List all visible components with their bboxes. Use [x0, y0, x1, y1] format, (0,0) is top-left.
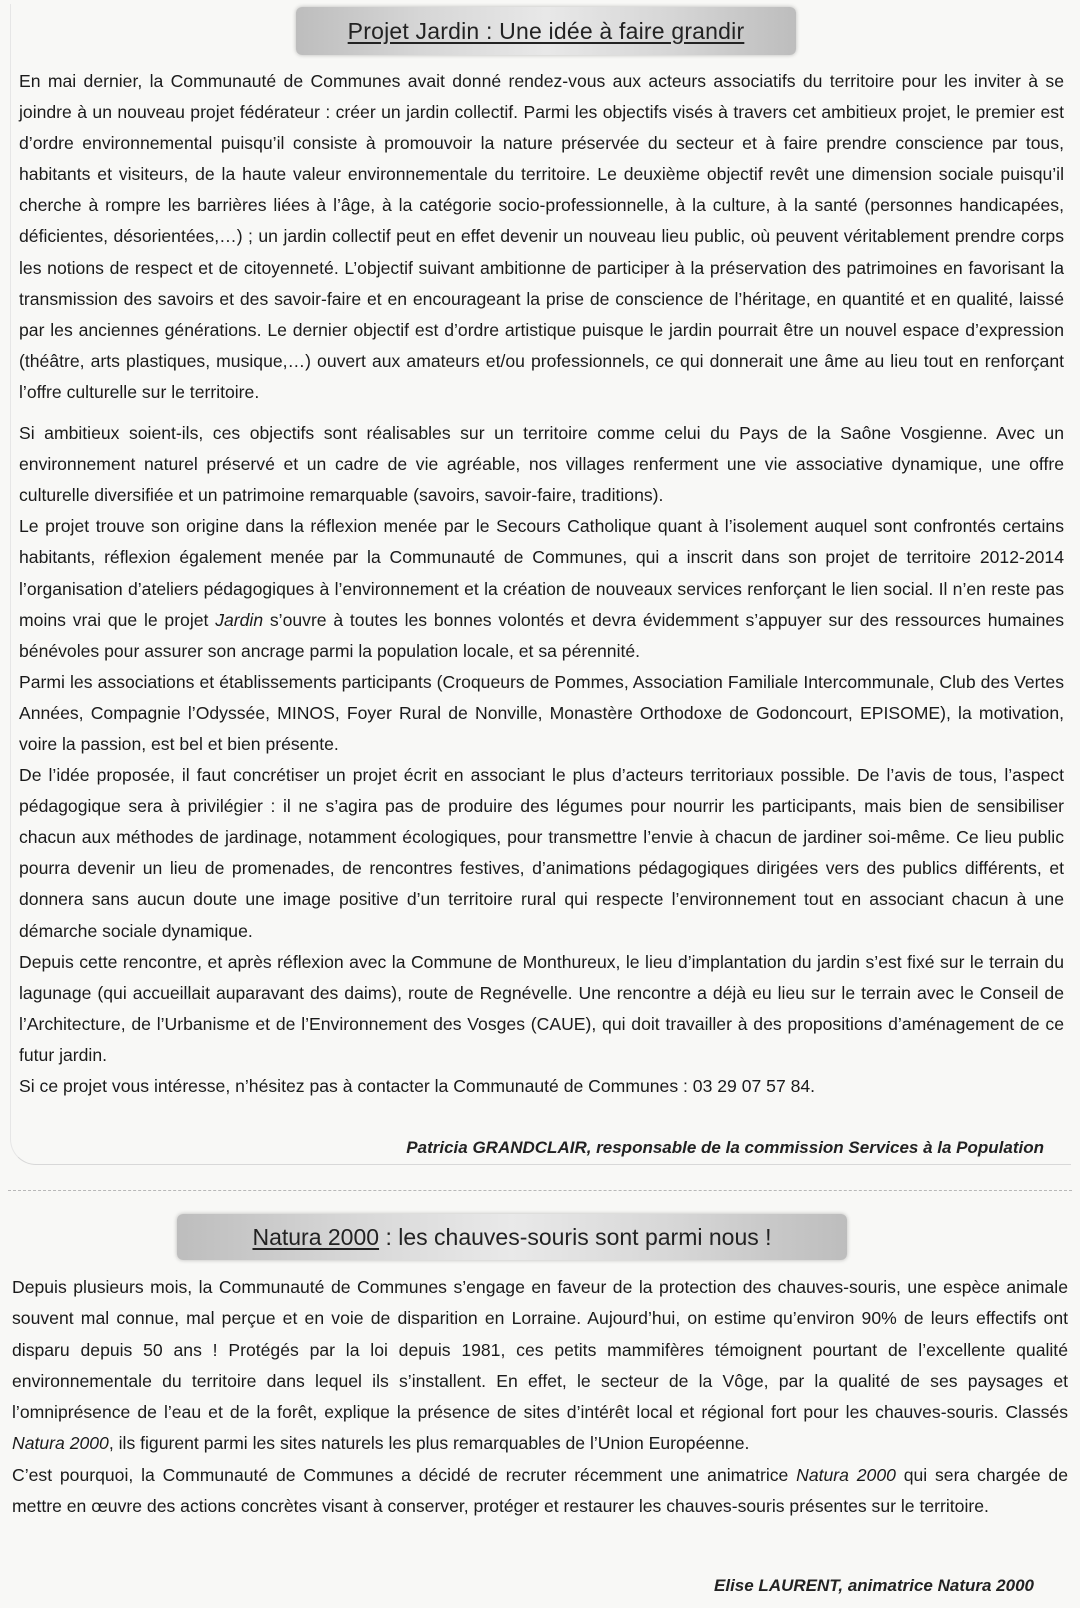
paragraph-text: s’ouvre à toutes les bonnes volontés et devra évidemment s’appuyer sur des ressources humaines bénévoles pour assurer son ancrage parmi la population locale, et sa pérennité.	[19, 609, 1064, 661]
paragraph-italic: Natura 2000	[796, 1464, 896, 1485]
article-natura-title-underlined: Natura 2000	[252, 1223, 380, 1250]
article-jardin-signature: Patricia GRANDCLAIR, responsable de la commission Services à la Population	[406, 1138, 1044, 1157]
article-jardin-title-box	[296, 7, 796, 55]
paragraph-italic: Natura 2000	[12, 1433, 109, 1454]
paragraph	[12, 1272, 1068, 1460]
paragraph: Si ce projet vous intéresse, n’hésitez pas à contacter la Communauté de Communes : 03 29 07 57 84.	[19, 1076, 816, 1096]
paragraph-text: qui sera chargée de mettre en œuvre des actions concrètes visant à conserver, protéger et restaurer les chauves-souris présentes sur le territoire.	[12, 1464, 1068, 1517]
paragraph-text: Le projet trouve son origine dans la réflexion menée par le Secours Catholique quant à l’isolement auquel sont confrontés certains habitants, réflexion également menée par la Communauté de Communes, qui a inscrit dans son projet de territoire 2012-2014 l’organisation d’ateliers pédagogiques à l’environnement et la création de nouveaux services renforçant le lien social. Il n’en reste pas moins vrai que le projet	[19, 516, 1064, 630]
paragraph-italic: Jardin	[215, 609, 264, 630]
article-natura-signature: Elise LAURENT, animatrice Natura 2000	[714, 1576, 1034, 1595]
article-jardin-title: Projet Jardin : Une idée à faire grandir	[347, 17, 745, 44]
paragraph-text: Depuis plusieurs mois, la Communauté de Communes s’engage en faveur de la protection des chauves-souris, une espèce animale souvent mal connue, mal perçue et en voie de disparition en Lorraine. Aujourd’hui, on estime qu’environ 90% de leurs effectifs ont disparu depuis 50 ans ! Protégés par la loi depuis 1981, ces petits mammifères témoignent pourtant de l’excellente qualité environnementale du territoire dans lequel ils s’installent. En effet, le secteur de la Vôge, par la qualité de ses paysages et l’omniprésence de l’eau et de la forêt, explique la présence de sites d’intérêt local et régional fort pour les chauves-souris. Classés	[12, 1277, 1068, 1423]
article-natura-body	[12, 1272, 1068, 1522]
paragraph	[12, 1460, 1068, 1523]
article-jardin-body	[19, 66, 1064, 1102]
paragraph-text: , ils figurent parmi les sites naturels les plus remarquables de l’Union Européenne.	[108, 1433, 750, 1454]
article-natura-title-rest: : les chauves-souris sont parmi nous !	[379, 1223, 772, 1250]
paragraph	[19, 511, 1064, 666]
paragraph: De l’idée proposée, il faut concrétiser un projet écrit en associant le plus d’acteurs territoriaux possible. De l’avis de tous, l’aspect pédagogique sera à privilégier : il ne s’agira pas de produire des légumes pour nourrir les participants, mais bien de sensibiliser chacun aux méthodes de jardinage, notamment écologiques, pour transmettre l’envie à chacun de jardiner soi-même. Ce lieu public pourra devenir un lieu de promenades, de rencontres festives, d’animations pédagogiques dirigées vers des publics différents, et donnera sans aucun doute une image positive d’un territoire rural qui respecte l’environnement tout en associant chacun à une démarche sociale dynamique.	[19, 765, 1064, 941]
article-natura-title	[252, 1224, 771, 1251]
paragraph: Parmi les associations et établissements participants (Croqueurs de Pommes, Association Familiale Intercommunale, Club des Vertes Années, Compagnie l’Odyssée, MINOS, Foyer Rural de Nonville, Monastère Orthodoxe de Godoncourt, EPISOME), la motivation, voire la passion, est bel et bien présente.	[19, 671, 1064, 754]
paragraph: Si ambitieux soient-ils, ces objectifs sont réalisables sur un territoire comme celui du Pays de la Saône Vosgienne. Avec un environnement naturel préservé et un cadre de vie agréable, nos villages renferment une vie associative dynamique, une offre culturelle diversifiée et un patrimoine remarquable (savoirs, savoir-faire, traditions).	[19, 423, 1064, 506]
paragraph: En mai dernier, la Communauté de Communes avait donné rendez-vous aux acteurs associatifs du territoire pour les inviter à se joindre à un nouveau projet fédérateur : créer un jardin collectif. Parmi les objectifs visés à travers cet ambitieux projet, le premier est d’ordre environnemental puisqu’il consiste à promouvoir la nature préservée du secteur et à faire prendre conscience par tous, habitants et visiteurs, de la haute valeur environnementale du territoire. Le deuxième objectif revêt une dimension sociale puisqu’il cherche à rompre les barrières liées à l’âge, à la catégorie socio-professionnelle, à la culture, à la santé (personnes handicapées, déficientes, désorientées,…) ; un jardin collectif peut en effet devenir un nouveau lieu public, où peuvent véritablement prendre corps les notions de respect et de citoyenneté. L’objectif suivant ambitionne de participer à la préservation des patrimoines en favorisant la transmission des savoirs et des savoir-faire et en encourageant la prise de conscience de l’héritage, en quantité et en qualité, laissé par les anciennes générations. Le dernier objectif est d’ordre artistique puisque le jardin pourrait être un nouvel espace d’expression (théâtre, arts plastiques, musique,…) ouvert aux amateurs et/ou professionnels, ce qui donnerait une âme au lieu tout en renforçant l’offre culturelle sur le territoire.	[19, 71, 1064, 402]
paragraph: Depuis cette rencontre, et après réflexion avec la Commune de Monthureux, le lieu d’implantation du jardin s’est fixé sur le terrain du lagunage (qui accueillait auparavant des daims), route de Regnévelle. Une rencontre a déjà eu lieu sur le terrain avec le Conseil de l’Architecture, de l’Urbanisme et de l’Environnement des Vosges (CAUE), qui doit travailler à des propositions d’aménagement de ce futur jardin.	[19, 951, 1064, 1065]
section-divider	[8, 1190, 1072, 1191]
article-natura-title-box	[177, 1214, 847, 1260]
paragraph-text: C’est pourquoi, la Communauté de Communes a décidé de recruter récemment une animatrice	[12, 1464, 797, 1485]
